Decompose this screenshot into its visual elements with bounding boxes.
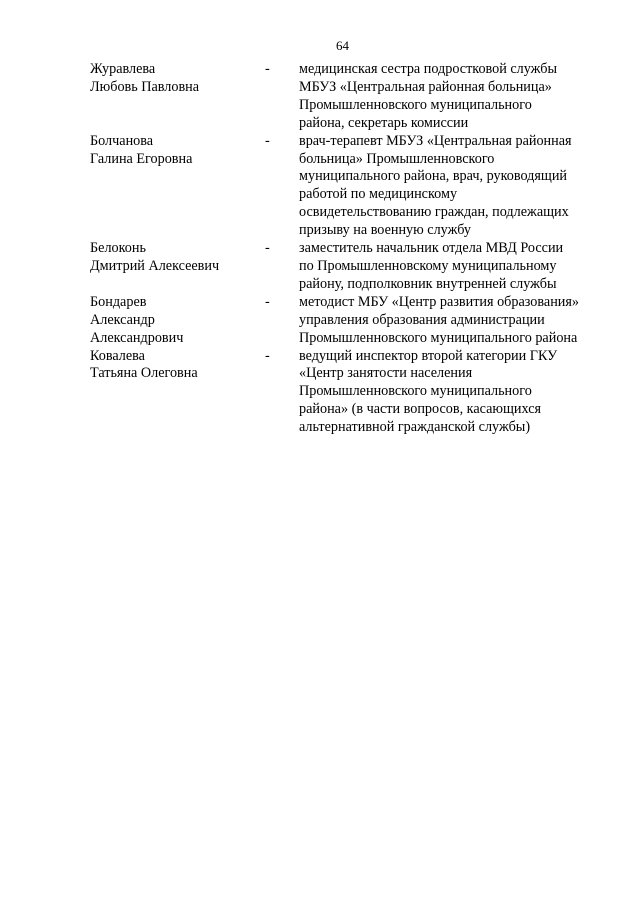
position-line: работой по медицинскому (299, 186, 458, 203)
position-line: медицинская сестра подростковой службы (299, 61, 558, 77)
position-line: Промышленновского муниципального (299, 383, 532, 400)
position-line: района» (в части вопросов, касающихся (299, 401, 542, 418)
member-entry (90, 348, 610, 438)
position-line: управления образования администрации (299, 311, 545, 328)
member-position (299, 133, 609, 240)
member-position (299, 61, 609, 133)
member-name (90, 348, 265, 384)
position-line: методист МБУ «Центр развития образования» (299, 293, 580, 310)
member-entry (90, 240, 610, 294)
member-surname: Журавлева (90, 61, 156, 77)
member-surname: Ковалева (90, 347, 145, 364)
entry-dash: - (265, 347, 270, 364)
member-given-names: Александр (90, 311, 155, 328)
member-given-names: Галина Егоровна (90, 150, 193, 167)
position-line: району, подполковник внутренней службы (299, 275, 557, 292)
position-line: заместитель начальник отдела МВД России (299, 240, 564, 257)
member-patronymic: Александрович (90, 329, 184, 346)
member-position (299, 348, 609, 438)
member-entry (90, 133, 610, 240)
position-line: «Центр занятости населения (299, 365, 473, 382)
entry-dash: - (265, 61, 270, 77)
position-line: Промышленновского муниципального (299, 96, 532, 113)
page-number: 64 (336, 38, 349, 53)
position-line: муниципального района, врач, руководящий (299, 168, 568, 185)
position-line: альтернативной гражданской службы) (299, 419, 531, 436)
member-name (90, 294, 265, 348)
member-given-names: Любовь Павловна (90, 78, 200, 95)
position-line: врач-терапевт МБУЗ «Центральная районная (299, 132, 572, 149)
member-surname: Болчанова (90, 132, 154, 149)
member-name (90, 61, 265, 97)
position-line: освидетельствованию граждан, подлежащих (299, 204, 569, 221)
member-position (299, 294, 609, 348)
position-line: больница» Промышленновского (299, 150, 495, 167)
position-line: Промышленновского муниципального района (299, 329, 578, 346)
member-given-names: Татьяна Олеговна (90, 365, 198, 382)
member-surname: Бондарев (90, 293, 147, 310)
member-entry (90, 61, 610, 133)
member-name (90, 240, 265, 276)
position-line: ведущий инспектор второй категории ГКУ (299, 347, 558, 364)
position-line: МБУЗ «Центральная районная больница» (299, 78, 552, 95)
commission-member-list (90, 61, 610, 437)
member-surname: Белоконь (90, 240, 146, 257)
position-line: района, секретарь комиссии (299, 114, 469, 131)
entry-dash: - (265, 240, 270, 257)
position-line: призыву на военную службу (299, 222, 471, 239)
position-line: по Промышленновскому муниципальному (299, 257, 557, 274)
member-name (90, 133, 265, 169)
member-position (299, 240, 609, 294)
entry-dash: - (265, 132, 270, 149)
entry-dash: - (265, 293, 270, 310)
member-entry (90, 294, 610, 348)
member-given-names: Дмитрий Алексеевич (90, 257, 220, 274)
